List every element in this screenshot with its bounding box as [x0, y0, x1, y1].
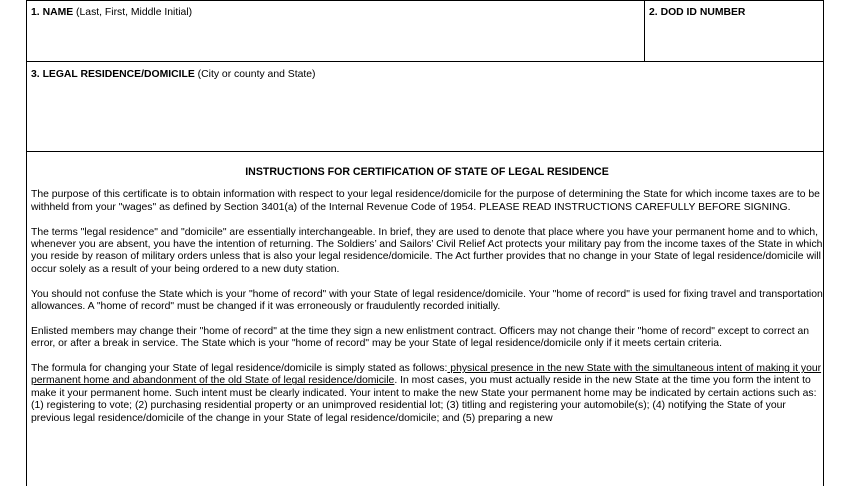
legal-residence-form: [26, 0, 824, 486]
instructions-paragraph-terms: The terms "legal residence" and "domicile" are essentially interchangeable. In brief, they are used to denote that place where you have your permanent home and to which, whenever you are absent, you have the intention of returning. The Soldiers’ and Sailors’ Civil Relief Act protects your military pay from the income taxes of the State in which you reside by reason of military orders unless that is also your legal residence/domicile. The Act further provides that no change in your State of legal residence/domicile will occur solely as a result of your being ordered to a new duty station.: [31, 226, 823, 275]
name-input[interactable]: [29, 21, 641, 59]
name-field-label: [31, 7, 192, 19]
residence-field-label: [31, 69, 316, 81]
formula-rest: . In most cases, you must actually reside in the new State at the time you form the intent to make it your permanent home. Such intent must be clearly indicated. Your intent to make the new State your permanent home may be indicated by certain actions such as: (1) registering to vote; (2) purchasing residential property or an unimproved residential lot; (3) titling and registering your automobile(s); (4) notifying the State of your previous legal residence/domicile of the change in your State of legal residence/domicile; and (5) preparing a new: [31, 375, 817, 424]
residence-field-hint: (City or county and State): [197, 69, 316, 80]
instructions-paragraph-purpose: The purpose of this certificate is to obtain information with respect to your legal residence/domicile for the purpose of determining the State for which income taxes are to be withheld from your "wages" as defined by Section 3401(a) of the Internal Revenue Code of 1954. PLEASE READ INSTRUCTIONS CAREFULLY BEFORE SIGNING.: [31, 189, 820, 213]
dod-id-input[interactable]: [647, 21, 821, 59]
dod-id-field-title: DOD ID NUMBER: [660, 7, 746, 18]
name-field-number: 1.: [31, 7, 40, 18]
formula-intro: The formula for changing your State of legal residence/domicile is simply stated as follows:: [31, 363, 448, 375]
row1-bottom-rule: [27, 61, 823, 62]
instructions-paragraph-enlisted: Enlisted members may change their "home of record" at the time they sign a new enlistment contract. Officers may not change their "home of record" except to correct an error, or after a break in service. The State which is your "home of record" may be your State of legal residence/domicile only if it meets certain criteria.: [31, 325, 810, 350]
residence-field-number: 3.: [31, 69, 40, 80]
row2-bottom-rule: [27, 151, 823, 152]
name-field-hint: (Last, First, Middle Initial): [76, 7, 193, 18]
top-rule: [27, 0, 823, 1]
instructions-title: INSTRUCTIONS FOR CERTIFICATION OF STATE OF LEGAL RESIDENCE: [245, 166, 609, 178]
dod-id-field-label: [649, 7, 745, 19]
residence-field-title: LEGAL RESIDENCE/DOMICILE: [42, 69, 195, 80]
dod-id-field-number: 2.: [649, 7, 658, 18]
instructions-paragraph-home-of-record: You should not confuse the State which is your "home of record" with your State of legal residence/domicile. Your "home of record" is used for fixing travel and transportation allowances. A "home of record" must be changed if it was erroneously or fraudulently recorded initially.: [31, 288, 823, 313]
instructions-paragraph-formula: [31, 363, 823, 425]
row1-divider: [644, 0, 645, 61]
formula-underlined: physical presence in the new State with the simultaneous intent of making it your permanent home and abandonment of the old State of legal residence/domicile: [31, 363, 822, 387]
instructions-section: [31, 162, 823, 437]
name-field-title: NAME: [42, 7, 74, 18]
residence-input[interactable]: [29, 84, 821, 148]
